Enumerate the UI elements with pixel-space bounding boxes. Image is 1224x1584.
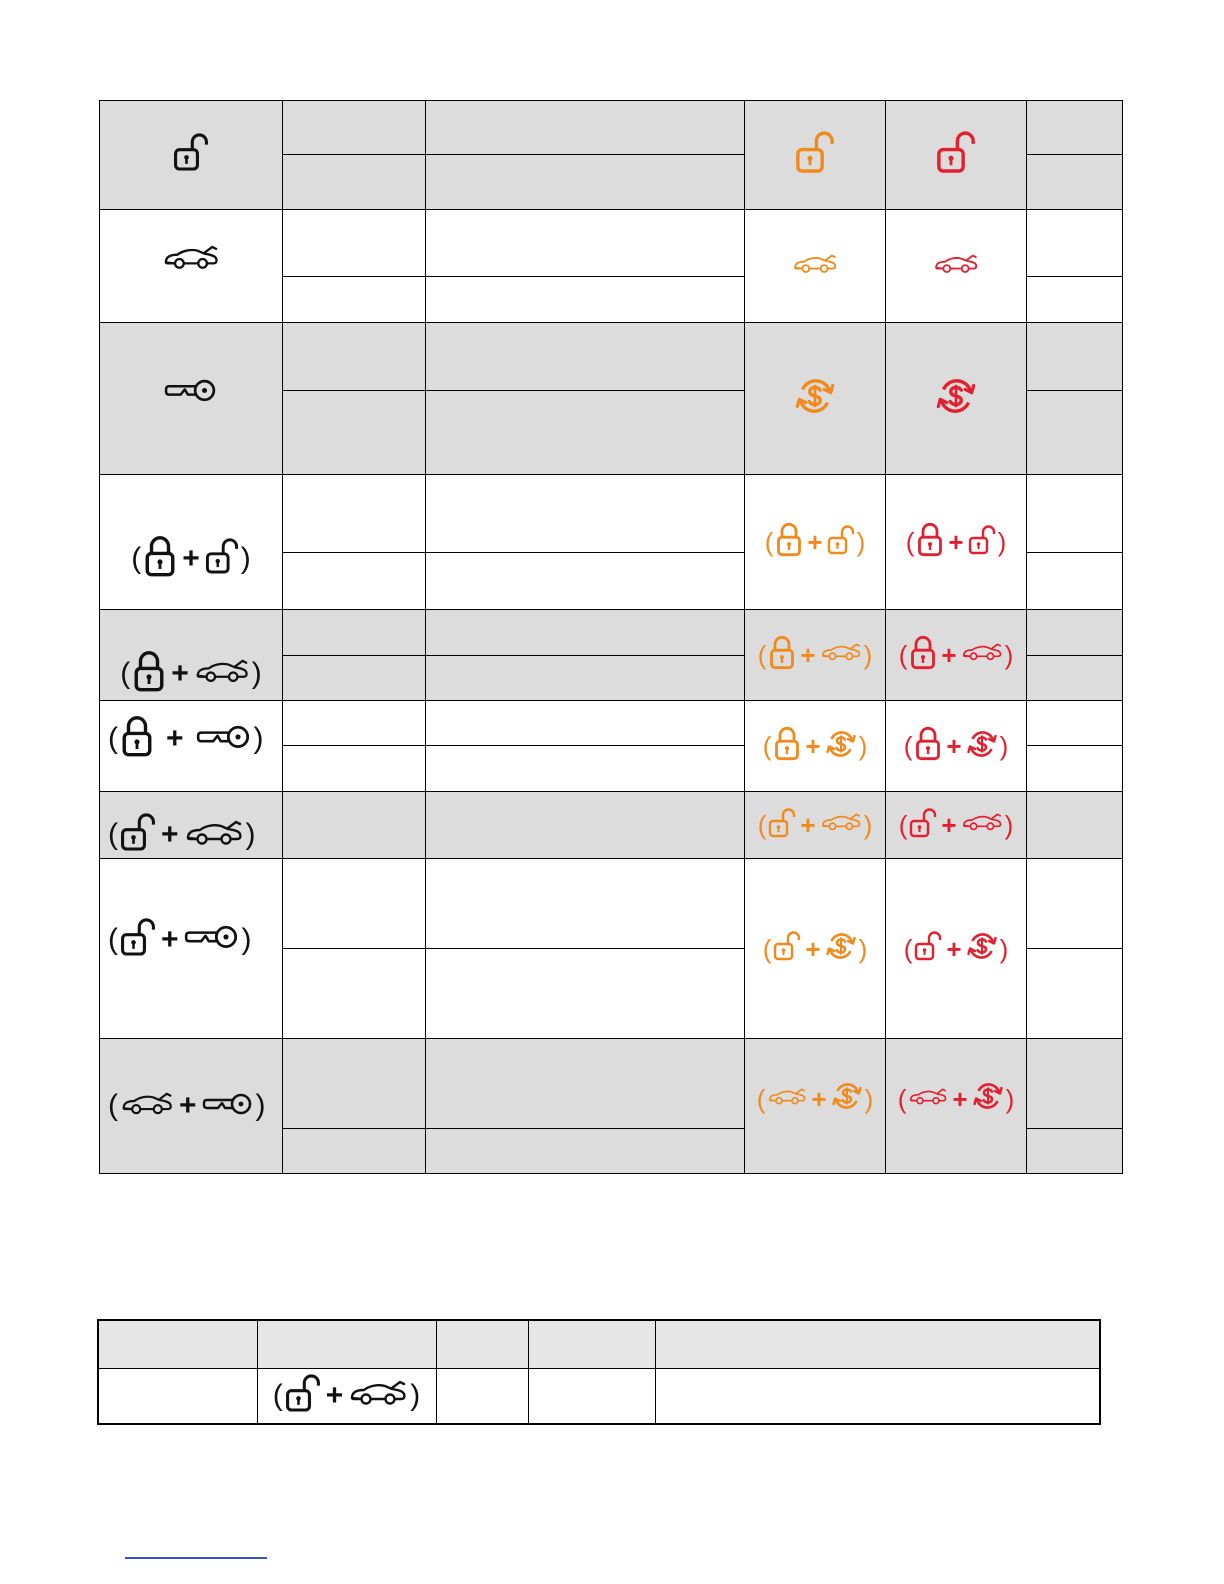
cell	[1027, 210, 1123, 277]
indicator-orange-lock-car	[745, 610, 886, 701]
cell	[426, 1129, 745, 1174]
cell	[528, 1368, 655, 1424]
cell	[1027, 391, 1123, 475]
open-paren: (	[272, 1378, 283, 1412]
cell	[1027, 610, 1123, 656]
combo	[108, 813, 256, 857]
combo-unlock	[173, 133, 209, 177]
cell	[283, 1039, 426, 1129]
indicator-red-unlock-key	[886, 859, 1027, 1039]
lock-open-icon	[205, 538, 239, 579]
cell	[283, 553, 426, 610]
combo	[794, 375, 836, 422]
close-paren: )	[864, 1083, 874, 1114]
start-s-icon	[966, 930, 998, 967]
close-paren: )	[255, 1089, 266, 1122]
lock-open-icon	[120, 813, 156, 857]
cell	[426, 656, 745, 701]
cell	[1027, 656, 1123, 701]
open-paren: (	[757, 810, 767, 840]
cell	[283, 277, 426, 323]
plus-sign: +	[807, 527, 823, 557]
car-icon	[961, 813, 1003, 836]
open-paren: (	[108, 1089, 118, 1122]
combo	[131, 535, 251, 583]
close-paren: )	[863, 810, 873, 840]
cell	[283, 656, 426, 701]
combo	[763, 930, 868, 967]
footer-link-underline[interactable]	[125, 1557, 267, 1559]
lock-closed-icon	[909, 635, 937, 675]
lock-open-icon	[285, 1374, 321, 1418]
lock-open-icon	[968, 525, 996, 560]
plus-sign: +	[179, 1089, 197, 1122]
plus-sign: +	[941, 640, 957, 670]
plus-sign: +	[800, 640, 816, 670]
plus-sign: +	[166, 722, 184, 755]
indicator-orange-unlock-key	[745, 859, 886, 1039]
lock-closed-icon	[143, 535, 177, 583]
combo	[795, 131, 835, 179]
header-cell	[655, 1320, 1100, 1368]
plus-sign: +	[811, 1083, 827, 1114]
indicator-orange-start	[745, 323, 886, 475]
close-paren: )	[858, 933, 868, 964]
combo	[792, 254, 838, 279]
combo	[765, 522, 866, 562]
button-cell-lock-unlock	[100, 475, 283, 610]
combo	[904, 726, 1009, 766]
indicator-orange-lock-unlock	[745, 475, 886, 610]
function-table	[99, 100, 1123, 1174]
indicator-red-start	[886, 323, 1027, 475]
cell	[283, 475, 426, 553]
button-cell-trunk	[100, 210, 283, 323]
cell	[426, 949, 745, 1039]
button-cell-start	[100, 323, 283, 475]
open-paren: (	[108, 922, 118, 956]
combo	[898, 1080, 1015, 1117]
cell	[426, 323, 745, 391]
cell	[283, 391, 426, 475]
combo	[758, 808, 873, 843]
plus-sign: +	[946, 731, 962, 761]
car-icon	[908, 1088, 948, 1110]
close-paren: )	[1005, 1083, 1015, 1114]
lock-open-icon	[914, 931, 942, 966]
indicator-orange-lock-key	[745, 701, 886, 792]
cell	[426, 101, 745, 155]
indicator-orange-unlock-car	[745, 792, 886, 859]
indicator-red-lock-unlock	[886, 475, 1027, 610]
indicator-red-unlock-car	[886, 792, 1027, 859]
close-paren: )	[1004, 810, 1014, 840]
close-paren: )	[863, 640, 873, 670]
start-s-icon	[935, 375, 977, 422]
cell	[426, 610, 745, 656]
car-icon	[933, 254, 979, 279]
key-icon	[202, 1092, 254, 1121]
open-paren: (	[764, 527, 774, 557]
open-paren: (	[903, 731, 913, 761]
car-icon	[961, 643, 1003, 666]
combo	[757, 1080, 874, 1117]
cell	[283, 859, 426, 949]
close-paren: )	[999, 933, 1009, 964]
combo	[120, 650, 262, 698]
combo	[899, 808, 1014, 843]
open-paren: (	[898, 810, 908, 840]
close-paren: )	[1004, 640, 1014, 670]
open-paren: (	[762, 731, 772, 761]
close-paren: )	[253, 722, 264, 755]
combo	[758, 635, 873, 675]
key-icon	[184, 924, 240, 955]
close-paren: )	[240, 542, 251, 575]
key-icon	[196, 724, 252, 755]
plus-sign: +	[325, 1378, 344, 1412]
lock-closed-icon	[775, 522, 803, 562]
plus-sign: +	[946, 933, 962, 964]
car-icon	[792, 254, 838, 279]
cell	[1027, 859, 1123, 949]
cell	[1027, 553, 1123, 610]
open-paren: (	[757, 640, 767, 670]
combo	[162, 245, 220, 275]
header-cell	[528, 1320, 655, 1368]
combo	[108, 918, 252, 962]
start-s-icon	[972, 1080, 1004, 1117]
cell	[283, 155, 426, 210]
cell	[1027, 155, 1123, 210]
open-paren: (	[756, 1083, 766, 1114]
cell	[426, 553, 745, 610]
cell	[426, 155, 745, 210]
open-paren: (	[905, 527, 915, 557]
open-paren: (	[108, 818, 118, 851]
cell	[426, 277, 745, 323]
close-paren: )	[245, 818, 256, 851]
indicator-red-lock-car	[886, 610, 1027, 701]
close-paren: )	[251, 657, 262, 690]
start-s-icon	[825, 930, 857, 967]
indicator-red-car-key	[886, 1039, 1027, 1174]
open-paren: (	[120, 657, 131, 690]
lock-open-icon	[795, 131, 835, 179]
open-paren: (	[108, 722, 118, 755]
combo	[935, 375, 977, 422]
open-paren: (	[131, 542, 142, 575]
lock-closed-icon	[132, 650, 166, 698]
lock-closed-icon	[768, 635, 796, 675]
indicator-orange-trunk	[745, 210, 886, 323]
cell	[1027, 701, 1123, 746]
lock-open-icon	[120, 918, 156, 962]
lock-open-icon	[773, 931, 801, 966]
combo	[906, 522, 1007, 562]
indicator-red-unlock	[886, 101, 1027, 210]
cell	[283, 210, 426, 277]
cell	[436, 1368, 528, 1424]
car-icon	[820, 813, 862, 836]
button-cell-unlock-key	[100, 859, 283, 1039]
car-icon	[820, 643, 862, 666]
lock-closed-icon	[914, 726, 942, 766]
button-cell-unlock-car	[257, 1368, 436, 1424]
indicator-orange-car-key	[745, 1039, 886, 1174]
cell	[426, 859, 745, 949]
cell	[1027, 746, 1123, 792]
button-cell-unlock-car	[100, 792, 283, 859]
plus-sign: +	[182, 542, 200, 575]
start-s-icon	[794, 375, 836, 422]
plus-sign: +	[948, 527, 964, 557]
cell	[426, 1039, 745, 1129]
close-paren: )	[858, 731, 868, 761]
combo	[763, 726, 868, 766]
cell	[1027, 323, 1123, 391]
indicator-red-trunk	[886, 210, 1027, 323]
cell	[98, 1368, 257, 1424]
plus-sign: +	[805, 933, 821, 964]
lock-open-icon	[936, 131, 976, 179]
cell	[1027, 475, 1123, 553]
lock-closed-icon	[773, 726, 801, 766]
close-paren: )	[997, 527, 1007, 557]
open-paren: (	[762, 933, 772, 964]
start-s-icon	[831, 1080, 863, 1117]
button-cell-lock-car	[100, 610, 283, 701]
cell	[1027, 1129, 1123, 1174]
cell	[1027, 277, 1123, 323]
plus-sign: +	[805, 731, 821, 761]
lock-open-icon	[827, 525, 855, 560]
plus-sign: +	[800, 810, 816, 840]
combo	[899, 635, 1014, 675]
cell	[1027, 949, 1123, 1039]
cell	[1027, 792, 1123, 859]
header-cell	[436, 1320, 528, 1368]
close-paren: )	[999, 731, 1009, 761]
open-paren: (	[897, 1083, 907, 1114]
indicator-orange-unlock	[745, 101, 886, 210]
lock-closed-icon	[120, 715, 154, 763]
combo	[933, 254, 979, 279]
combo	[273, 1374, 421, 1418]
lock-open-icon	[909, 808, 937, 843]
cell	[655, 1368, 1100, 1424]
plus-sign: +	[161, 922, 179, 956]
combo	[164, 378, 218, 408]
cell	[283, 701, 426, 746]
cell	[283, 792, 426, 859]
plus-sign: +	[171, 657, 189, 690]
cell	[426, 391, 745, 475]
header-cell	[98, 1320, 257, 1368]
cell	[1027, 101, 1123, 155]
cell	[283, 1129, 426, 1174]
button-cell-car-key	[100, 1039, 283, 1174]
combo	[936, 131, 976, 179]
car-icon	[184, 820, 244, 851]
car-icon	[194, 659, 250, 688]
start-s-icon	[825, 728, 857, 765]
car-icon	[120, 1092, 174, 1120]
cell	[283, 949, 426, 1039]
cell	[426, 475, 745, 553]
combo	[108, 1091, 266, 1121]
open-paren: (	[898, 640, 908, 670]
close-paren: )	[856, 527, 866, 557]
open-paren: (	[903, 933, 913, 964]
cell	[426, 210, 745, 277]
combo	[108, 715, 264, 763]
plus-sign: +	[941, 810, 957, 840]
lock-open-icon	[173, 133, 209, 177]
plus-sign: +	[952, 1083, 968, 1114]
start-s-icon	[966, 728, 998, 765]
key-icon	[164, 378, 218, 408]
indicator-red-lock-key	[886, 701, 1027, 792]
lock-closed-icon	[916, 522, 944, 562]
combo	[904, 930, 1009, 967]
cell	[426, 792, 745, 859]
cell	[1027, 1039, 1123, 1129]
button-cell-lock-key	[100, 701, 283, 792]
secondary-table	[97, 1319, 1101, 1425]
cell	[426, 746, 745, 792]
cell	[426, 701, 745, 746]
car-icon	[348, 1380, 408, 1411]
lock-open-icon	[768, 808, 796, 843]
car-icon	[162, 245, 220, 275]
cell	[283, 101, 426, 155]
cell	[283, 746, 426, 792]
car-icon	[767, 1088, 807, 1110]
button-cell-unlock	[100, 101, 283, 210]
close-paren: )	[410, 1378, 421, 1412]
close-paren: )	[241, 922, 252, 956]
cell	[283, 610, 426, 656]
header-cell	[257, 1320, 436, 1368]
cell	[283, 323, 426, 391]
plus-sign: +	[161, 818, 179, 851]
